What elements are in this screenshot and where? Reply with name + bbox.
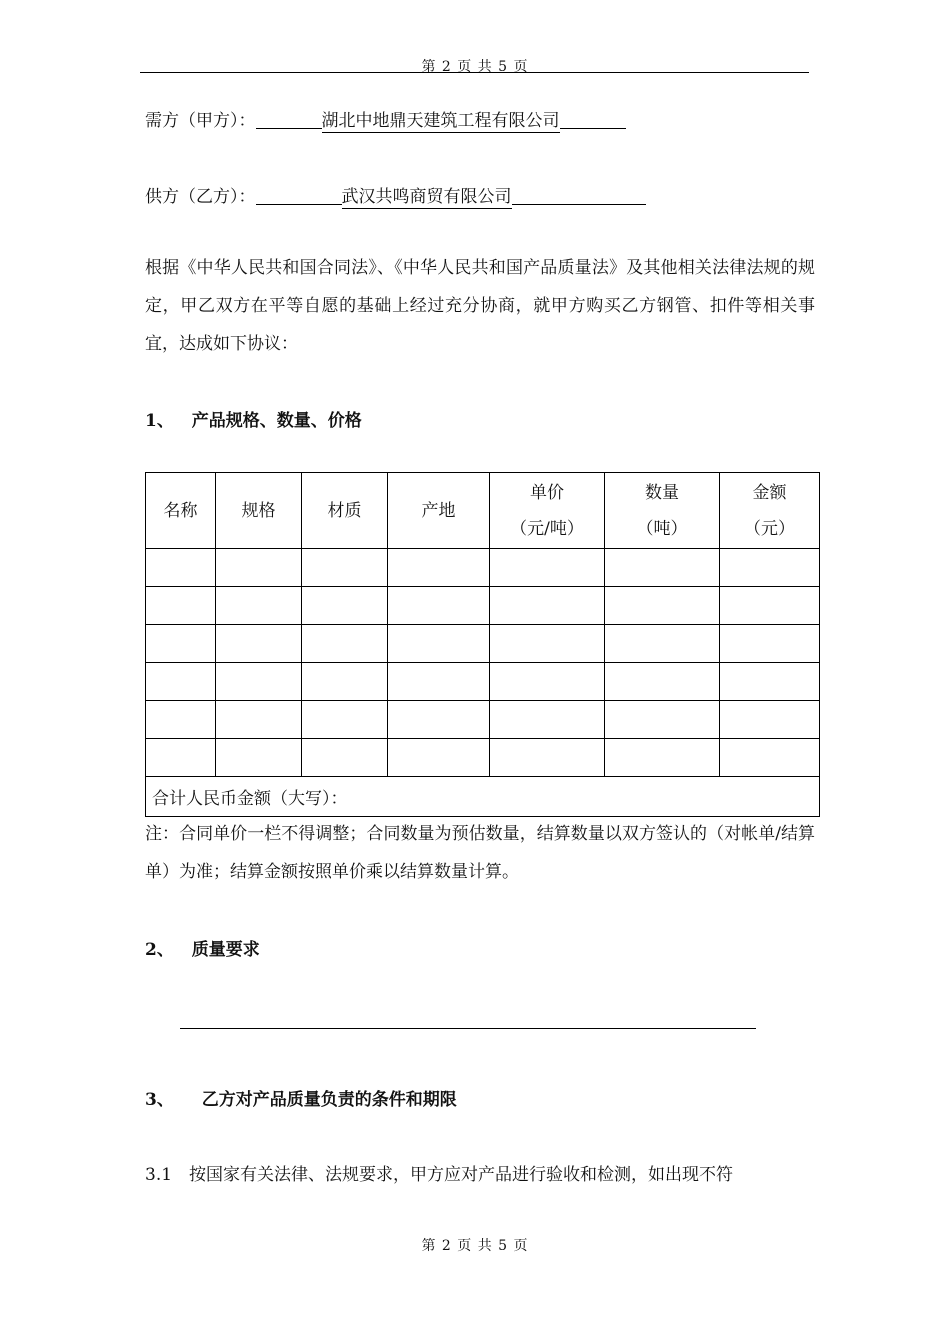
table-cell: [146, 625, 216, 663]
column-header-unit: （元）: [744, 518, 795, 539]
page-footer: 第 2 页 共 5 页: [421, 1238, 529, 1254]
column-header: [302, 473, 388, 549]
table-row: [146, 701, 820, 739]
column-header-label: 单价: [530, 482, 564, 503]
buyer-blank-left: [256, 110, 322, 129]
table-cell: [302, 739, 388, 777]
table-cell: [216, 739, 302, 777]
table-cell: [490, 625, 605, 663]
seller-label: 供方（乙方）：: [145, 187, 256, 207]
table-cell: [720, 549, 820, 587]
table-cell: [302, 625, 388, 663]
table-body: [146, 549, 820, 817]
table-cell: [490, 587, 605, 625]
table-cell: [216, 701, 302, 739]
seller-name: 武汉共鸣商贸有限公司: [341, 187, 512, 207]
table-cell: [302, 701, 388, 739]
table-cell: [302, 587, 388, 625]
table-cell: [388, 625, 490, 663]
table-cell: [720, 587, 820, 625]
column-header: [216, 473, 302, 549]
column-header: [146, 473, 216, 549]
clause-3-1-text: 按国家有关法律、法规要求，甲方应对产品进行验收和检测，如出现不符: [189, 1165, 734, 1185]
table-cell: [216, 587, 302, 625]
table-cell: [605, 549, 720, 587]
total-amount-label: 合计人民币金额（大写）：: [146, 777, 820, 817]
table-cell: [146, 549, 216, 587]
section2-heading: [145, 935, 260, 960]
table-cell: [720, 625, 820, 663]
table-cell: [302, 549, 388, 587]
clause-3-1-number: 3.1: [145, 1165, 173, 1185]
seller-line: [145, 182, 646, 207]
table-cell: [490, 663, 605, 701]
table-cell: [720, 663, 820, 701]
table-cell: [490, 739, 605, 777]
table-cell: [720, 739, 820, 777]
section3-title: 乙方对产品质量负责的条件和期限: [201, 1090, 457, 1110]
section3-number: 3、: [145, 1090, 174, 1110]
section2-title: 质量要求: [191, 940, 260, 960]
table-cell: [216, 549, 302, 587]
table-cell: [302, 663, 388, 701]
column-header-unit: （元/吨）: [510, 518, 584, 539]
table-cell: [146, 739, 216, 777]
table-total-row: [146, 777, 820, 817]
buyer-label: 需方（甲方）：: [145, 111, 256, 131]
table-cell: [490, 701, 605, 739]
table-cell: [388, 587, 490, 625]
buyer-blank-right: [560, 110, 626, 129]
table-cell: [388, 701, 490, 739]
table-header-row: [146, 473, 820, 549]
section2-number: 2、: [145, 940, 174, 960]
column-header-label: 金额: [752, 482, 787, 503]
table-cell: [216, 663, 302, 701]
table-row: [146, 549, 820, 587]
table-row: [146, 663, 820, 701]
table-cell: [216, 625, 302, 663]
product-spec-table: [145, 472, 820, 817]
column-header-label: 材质: [327, 500, 362, 521]
table-cell: [146, 663, 216, 701]
table-row: [146, 625, 820, 663]
section1-title: 产品规格、数量、价格: [191, 411, 362, 431]
column-header-label: 产地: [421, 500, 456, 521]
table-cell: [720, 701, 820, 739]
table-cell: [605, 625, 720, 663]
table-cell: [388, 663, 490, 701]
table-cell: [146, 587, 216, 625]
table-row: [146, 739, 820, 777]
column-header: [720, 473, 820, 549]
table-cell: [388, 549, 490, 587]
column-header: [490, 473, 605, 549]
table-cell: [605, 701, 720, 739]
page-header: 第 2 页 共 5 页: [421, 59, 529, 75]
table-cell: [490, 549, 605, 587]
column-header-label: 名称: [163, 500, 198, 521]
table-row: [146, 587, 820, 625]
column-header-label: 规格: [241, 500, 276, 521]
seller-blank-left: [256, 186, 342, 205]
buyer-line: [145, 106, 626, 131]
column-header-label: 数量: [645, 482, 679, 503]
table-cell: [146, 701, 216, 739]
quality-requirement-blank: [180, 1028, 756, 1029]
column-header: [605, 473, 720, 549]
column-header: [388, 473, 490, 549]
table-note: 注：合同单价一栏不得调整；合同数量为预估数量，结算数量以双方签认的（对帐单/结算单）为准；结算金额按照单价乘以结算数量计算。: [145, 824, 815, 882]
section1-heading: [145, 406, 362, 431]
buyer-name: 湖北中地鼎天建筑工程有限公司: [321, 111, 560, 131]
section1-number: 1、: [145, 411, 174, 431]
table-cell: [605, 663, 720, 701]
header-rule: [140, 72, 809, 73]
column-header-unit: （吨）: [636, 518, 688, 539]
clause-3-1: [145, 1160, 733, 1185]
seller-blank-right: [512, 186, 646, 205]
table-cell: [388, 739, 490, 777]
table-cell: [605, 739, 720, 777]
intro-paragraph: 根据《中华人民共和国合同法》、《中华人民共和国产品质量法》及其他相关法律法规的规定，甲乙双方在平等自愿的基础上经过充分协商，就甲方购买乙方钢管、扣件等相关事宜，达成如下协议：: [145, 258, 815, 354]
table-cell: [605, 587, 720, 625]
section3-heading: [145, 1085, 457, 1110]
